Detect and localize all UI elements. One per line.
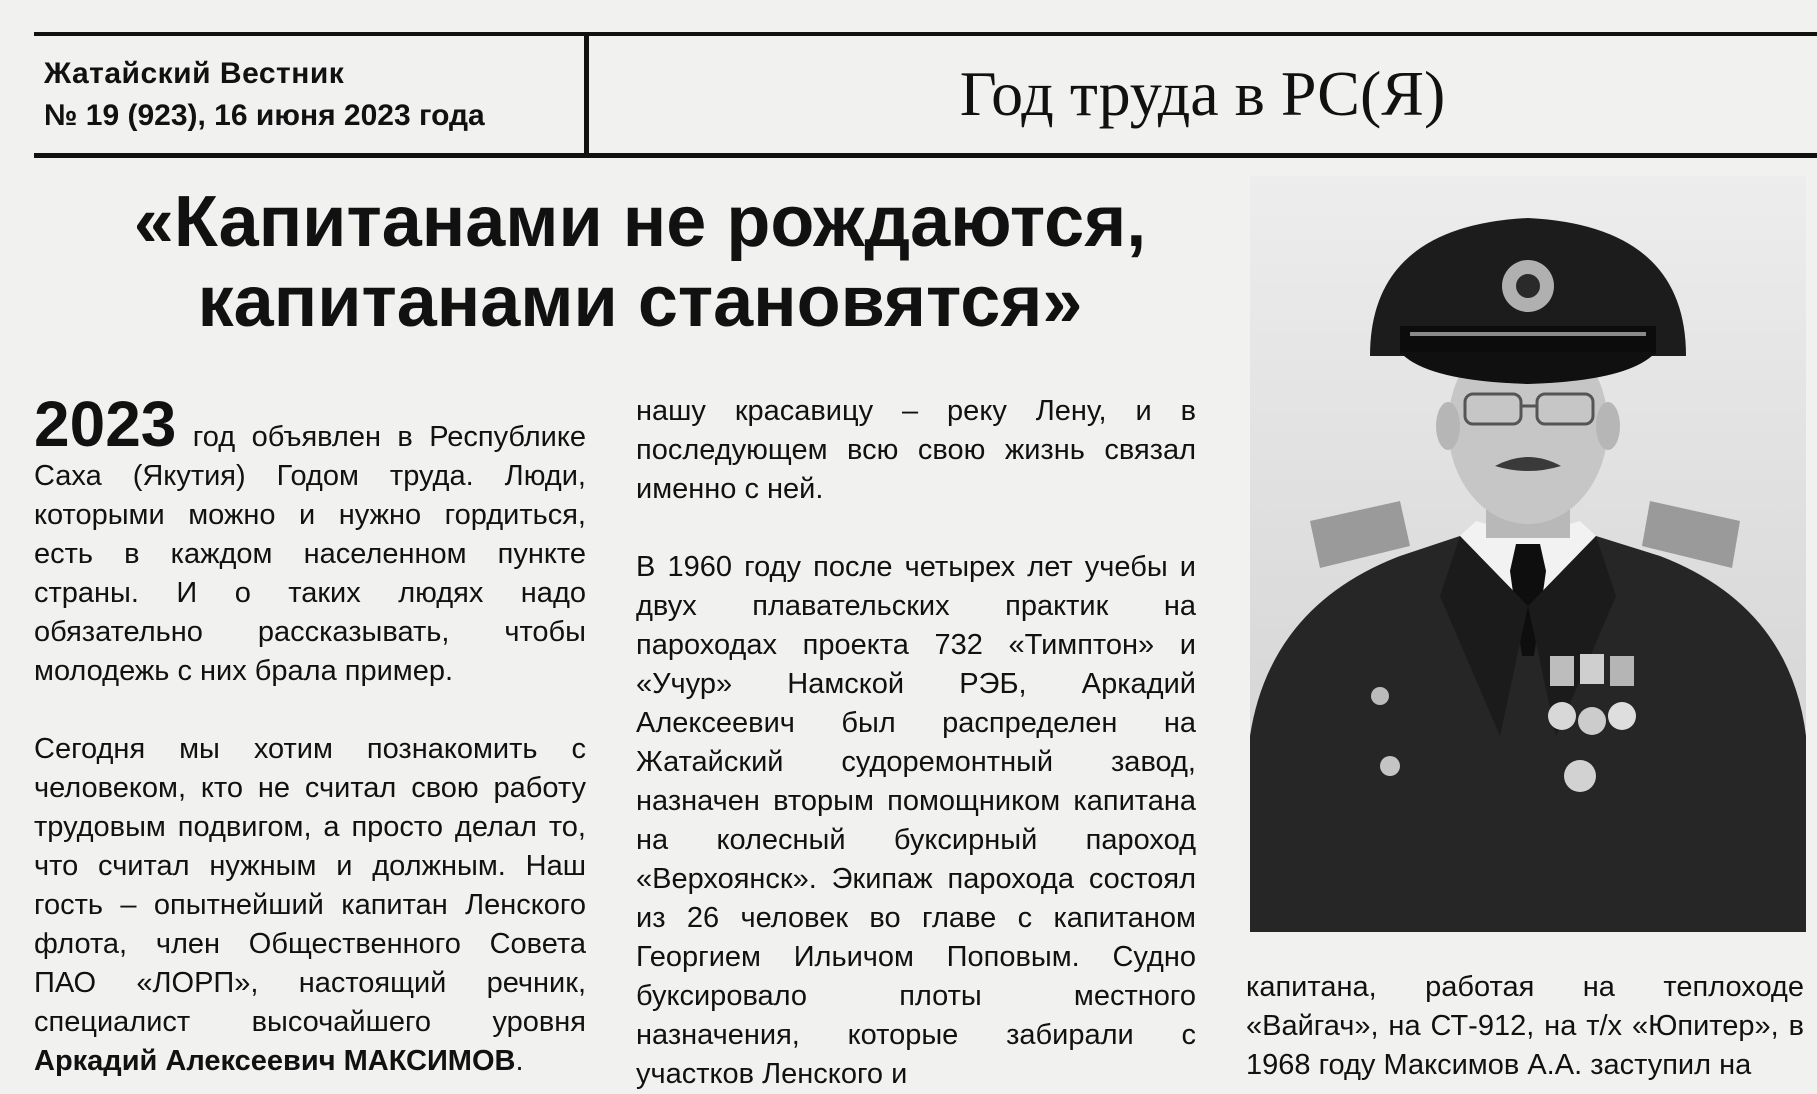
paragraph-2 [34,730,586,1081]
article-column-3 [1246,968,1804,1085]
paragraph-1-text: год объявлен в Республике Саха (Якутия) Годом труда. Люди, которыми можно и нужно гордиться, есть в каждом населенном пункте страны. И о таких людях надо обязательно рассказывать, чтобы молодежь с них брала пример. [34,421,586,687]
paragraph-5: капитана, работая на теплоходе «Вайгач», на СТ-912, на т/х «Юпитер», в 1968 году Максимов А.А. заступил на [1246,971,1804,1081]
sentence-end: . [515,1045,524,1077]
masthead-top-rule [34,32,1817,36]
masthead-bottom-rule [34,153,1817,158]
headline-line-1: «Капитанами не рождаются, [133,182,1147,262]
captain-portrait-photo [1250,176,1806,932]
rubric-title: Год труда в РС(Я) [959,58,1446,129]
paragraph-3: нашу красавицу – реку Лену, и в последующем всю свою жизнь связал именно с ней. [636,395,1196,505]
person-name: Аркадий Алексеевич МАКСИМОВ [34,1045,516,1077]
article-column-2 [636,392,1196,1094]
paragraph-4: В 1960 году после четырех лет учебы и двух плавательских практик на пароходах проекта 732 «Тимптон» и «Учур» Намской РЭБ, Аркадий Алексеевич был распределен на Жатайский судоремонтный завод, назначен вторым помощником капитана на колесный буксирный пароход «Верхоянск». Экипаж парохода состоял из 26 человек во главе с капитаном Георгием Ильичом Поповым. Судно буксировало плоты местного назначения, которые забирали с участков Ленского и [636,551,1196,1090]
paper-name: Жатайский Вестник [44,57,345,90]
paragraph-gap [636,509,1196,548]
paragraph-gap [34,691,586,730]
issue-line: № 19 (923), 16 июня 2023 года [44,99,485,132]
masthead-info [44,54,584,138]
paragraph-1 [34,388,586,691]
article-headline [40,182,1240,342]
paragraph-2-text: Сегодня мы хотим познакомить с человеком, кто не считал свою работу трудовым подвигом, а просто делал то, что считал нужным и должным. Наш гость – опытнейший капитан Ленского флота, член Общественного Совета ПАО «ЛОРП», настоящий речник, специалист высочайшего уровня [34,733,586,1038]
masthead-divider [584,36,589,153]
headline-line-2: капитанами становятся» [197,262,1083,342]
article-column-1 [34,388,586,1081]
dropcap-year: 2023 [34,388,177,460]
portrait-illustration [1250,176,1806,932]
